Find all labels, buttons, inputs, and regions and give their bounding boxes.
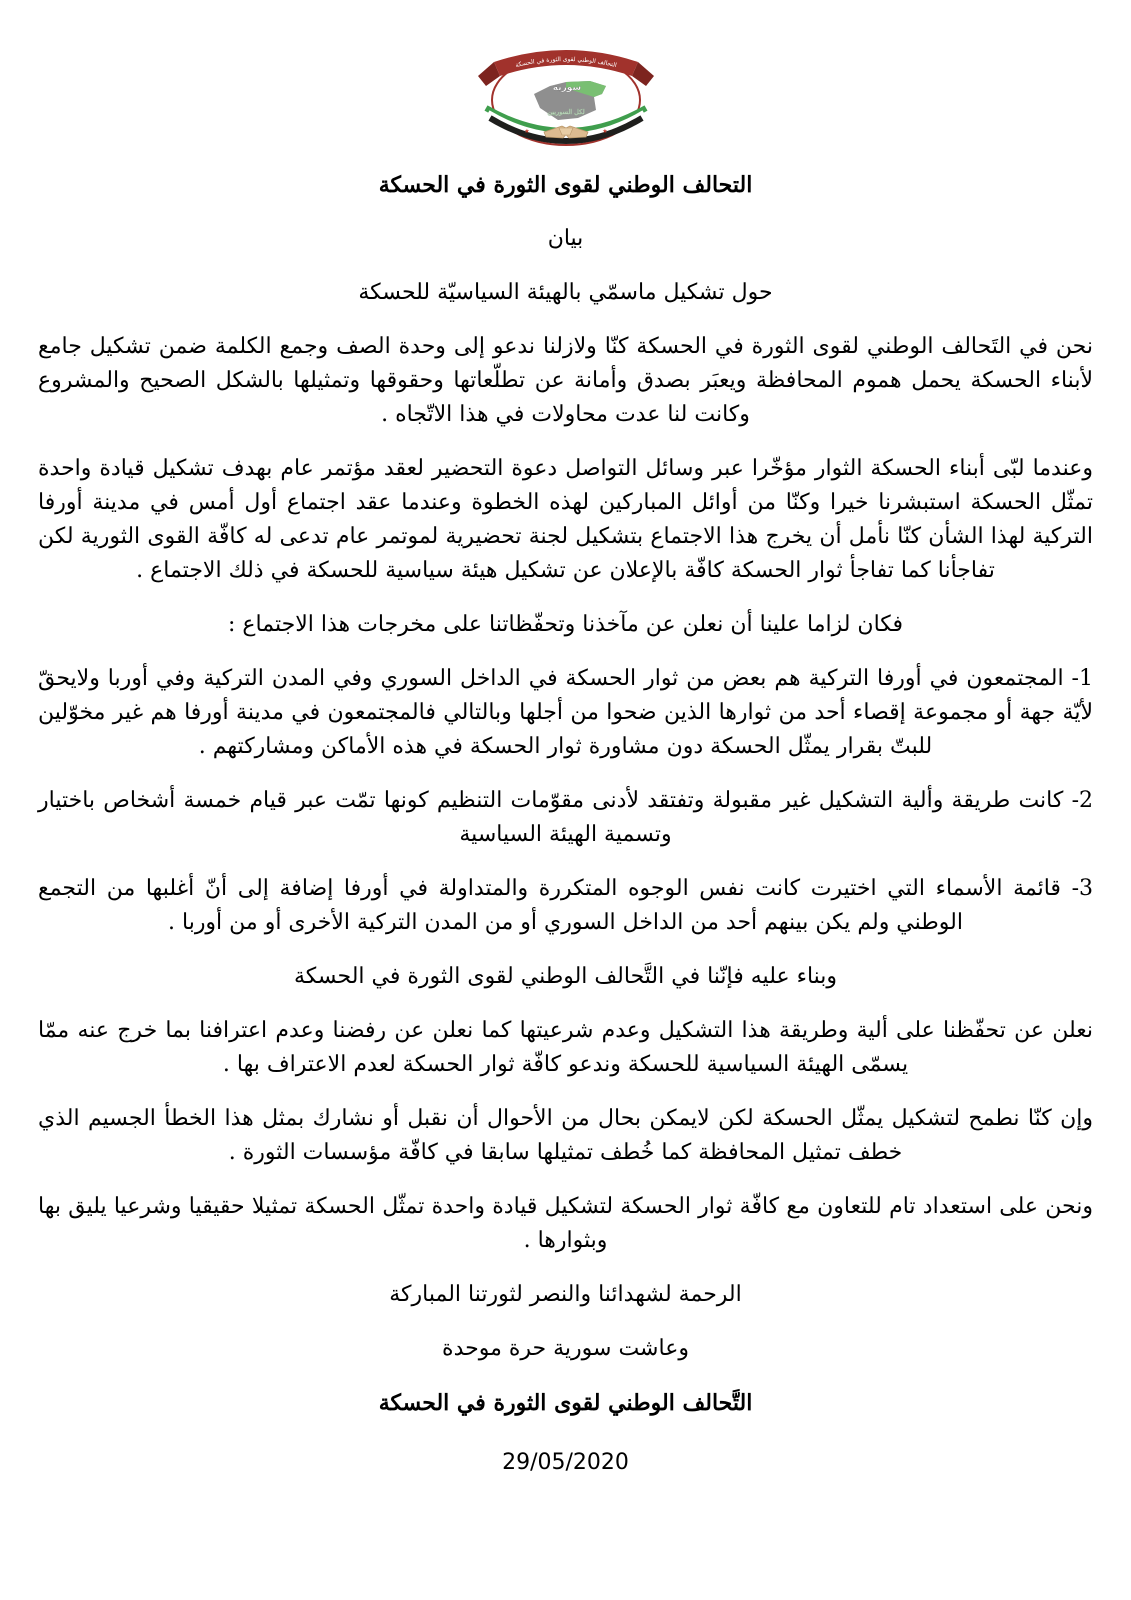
objection-item-3: 3- قائمة الأسماء التي اختيرت كانت نفس الوجوه المتكررة والمتداولة في أورفا إضافة إلى أنّ أغلبها من التجمع الوطني ولم يكن بينهم أحد من الداخل السوري أو من المدن التركية الأخرى أو من أوربا .	[38, 876, 1093, 935]
objection-item-2: 2- كانت طريقة وألية التشكيل غير مقبولة وتفتقد لأدنى مقوّمات التنظيم كونها تمّت عبر قيام خمسة أشخاص باختيار وتسمية الهيئة السياسية	[38, 788, 1093, 847]
objection-item-1: 1- المجتمعون في أورفا التركية هم بعض من ثوار الحسكة في الداخل السوري وفي المدن التركية وفي أوربا ولايحقّ لأيّة جهة أو مجموعة إقصاء أحد من ثوارها الذين ضحوا من أجلها وبالتالي فالمجتمعون في مدينة أورفا هم غير مخوّلين للبتّ بقرار يمثّل الحسكة دون مشاورة ثوار الحسكة في هذه الأماكن ومشاركتهم .	[38, 666, 1093, 759]
conclusion-declaration: نعلن عن تحفّظنا على ألية وطريقة هذا التشكيل وعدم شرعيتها كما نعلن عن رفضنا وعدم اعترافنا بما خرج عنه ممّا يسمّى الهيئة السياسية للحسكة وندعو كافّة ثوار الحسكة لعدم الاعتراف بها .	[38, 1018, 1093, 1077]
conclusion-ambition: وإن كنّا نطمح لتشكيل يمثّل الحسكة لكن لايمكن بحال من الأحوال أن نقبل أو نشارك بمثل هذا الخطأ الجسيم الذي خطف تمثيل المحافظة كما خُطف تمثيلها سابقا في كافّة مؤسسات الثورة .	[38, 1106, 1093, 1165]
statement-label: بيان	[547, 226, 584, 251]
statement-body	[0, 168, 1131, 1480]
ribbon-star-right: ★	[601, 128, 608, 135]
date-line: 29/05/2020	[502, 1450, 629, 1475]
paragraph-reservations-intro: فكان لزاما علينا أن نعلن عن مآخذنا وتحفّظاتنا على مخرجات هذا الاجتماع :	[228, 612, 903, 637]
closing-syria-line: وعاشت سورية حرة موحدة	[442, 1336, 689, 1361]
logo-country-label: سورية	[552, 83, 581, 93]
coalition-logo	[466, 36, 666, 148]
closing-martyrs-line: الرحمة لشهدائنا والنصر لثورتنا المباركة	[389, 1282, 742, 1307]
conclusion-lead: وبناء عليه فإنّنا في التَّحالف الوطني لقوى الثورة في الحسكة	[293, 964, 838, 989]
ribbon-star-left: ★	[523, 128, 530, 135]
logo-motto-label: لكل السوريين	[546, 108, 585, 116]
doc-title: التحالف الوطني لقوى الثورة في الحسكة	[378, 172, 753, 198]
logo-container	[0, 0, 1131, 152]
paragraph-intro: نحن في التَحالف الوطني لقوى الثورة في الحسكة كنّا ولازلنا ندعو إلى وحدة الصف وجمع الكلمة ضمن تشكيل جامع لأبناء الحسكة يحمل هموم المحافظة ويعبَر بصدق وأمانة عن تطلّعاتها وحقوقها وتمثيلها بالشكل الصحيح والمشروع وكانت لنا عدت محاولات في هذا الاتّجاه .	[38, 334, 1093, 427]
paragraph-meeting: وعندما لبّى أبناء الحسكة الثوار مؤخّرا عبر وسائل التواصل دعوة التحضير لعقد مؤتمر عام بهدف تشكيل قيادة واحدة تمثّل الحسكة استبشرنا خيرا وكنّا من أوائل المباركين لهذه الخطوة وعندما عقد اجتماع أول أمس في مدينة أورفا التركية لهذا الشأن كنّا نأمل أن يخرج هذا الاجتماع بتشكيل لجنة تحضيرية لموتمر عام تدعى له كافّة القوى الثورية لكن تفاجأنا كما تفاجأ ثوار الحسكة كافّة بالإعلان عن تشكيل هيئة سياسية للحسكة في ذلك الاجتماع .	[38, 456, 1093, 583]
subject-line: حول تشكيل ماسمّي بالهيئة السياسيّة للحسكة	[358, 280, 773, 305]
banner-text: التحالف الوطني لقوى الثورة في الحسكة	[514, 55, 617, 70]
conclusion-cooperation: ونحن على استعداد تام للتعاون مع كافّة ثوار الحسكة لتشكيل قيادة واحدة تمثّل الحسكة تمثيلا حقيقيا وشرعيا يليق بها وبثوارها .	[38, 1194, 1093, 1253]
signature-line: التَّحالف الوطني لقوى الثورة في الحسكة	[378, 1390, 753, 1416]
